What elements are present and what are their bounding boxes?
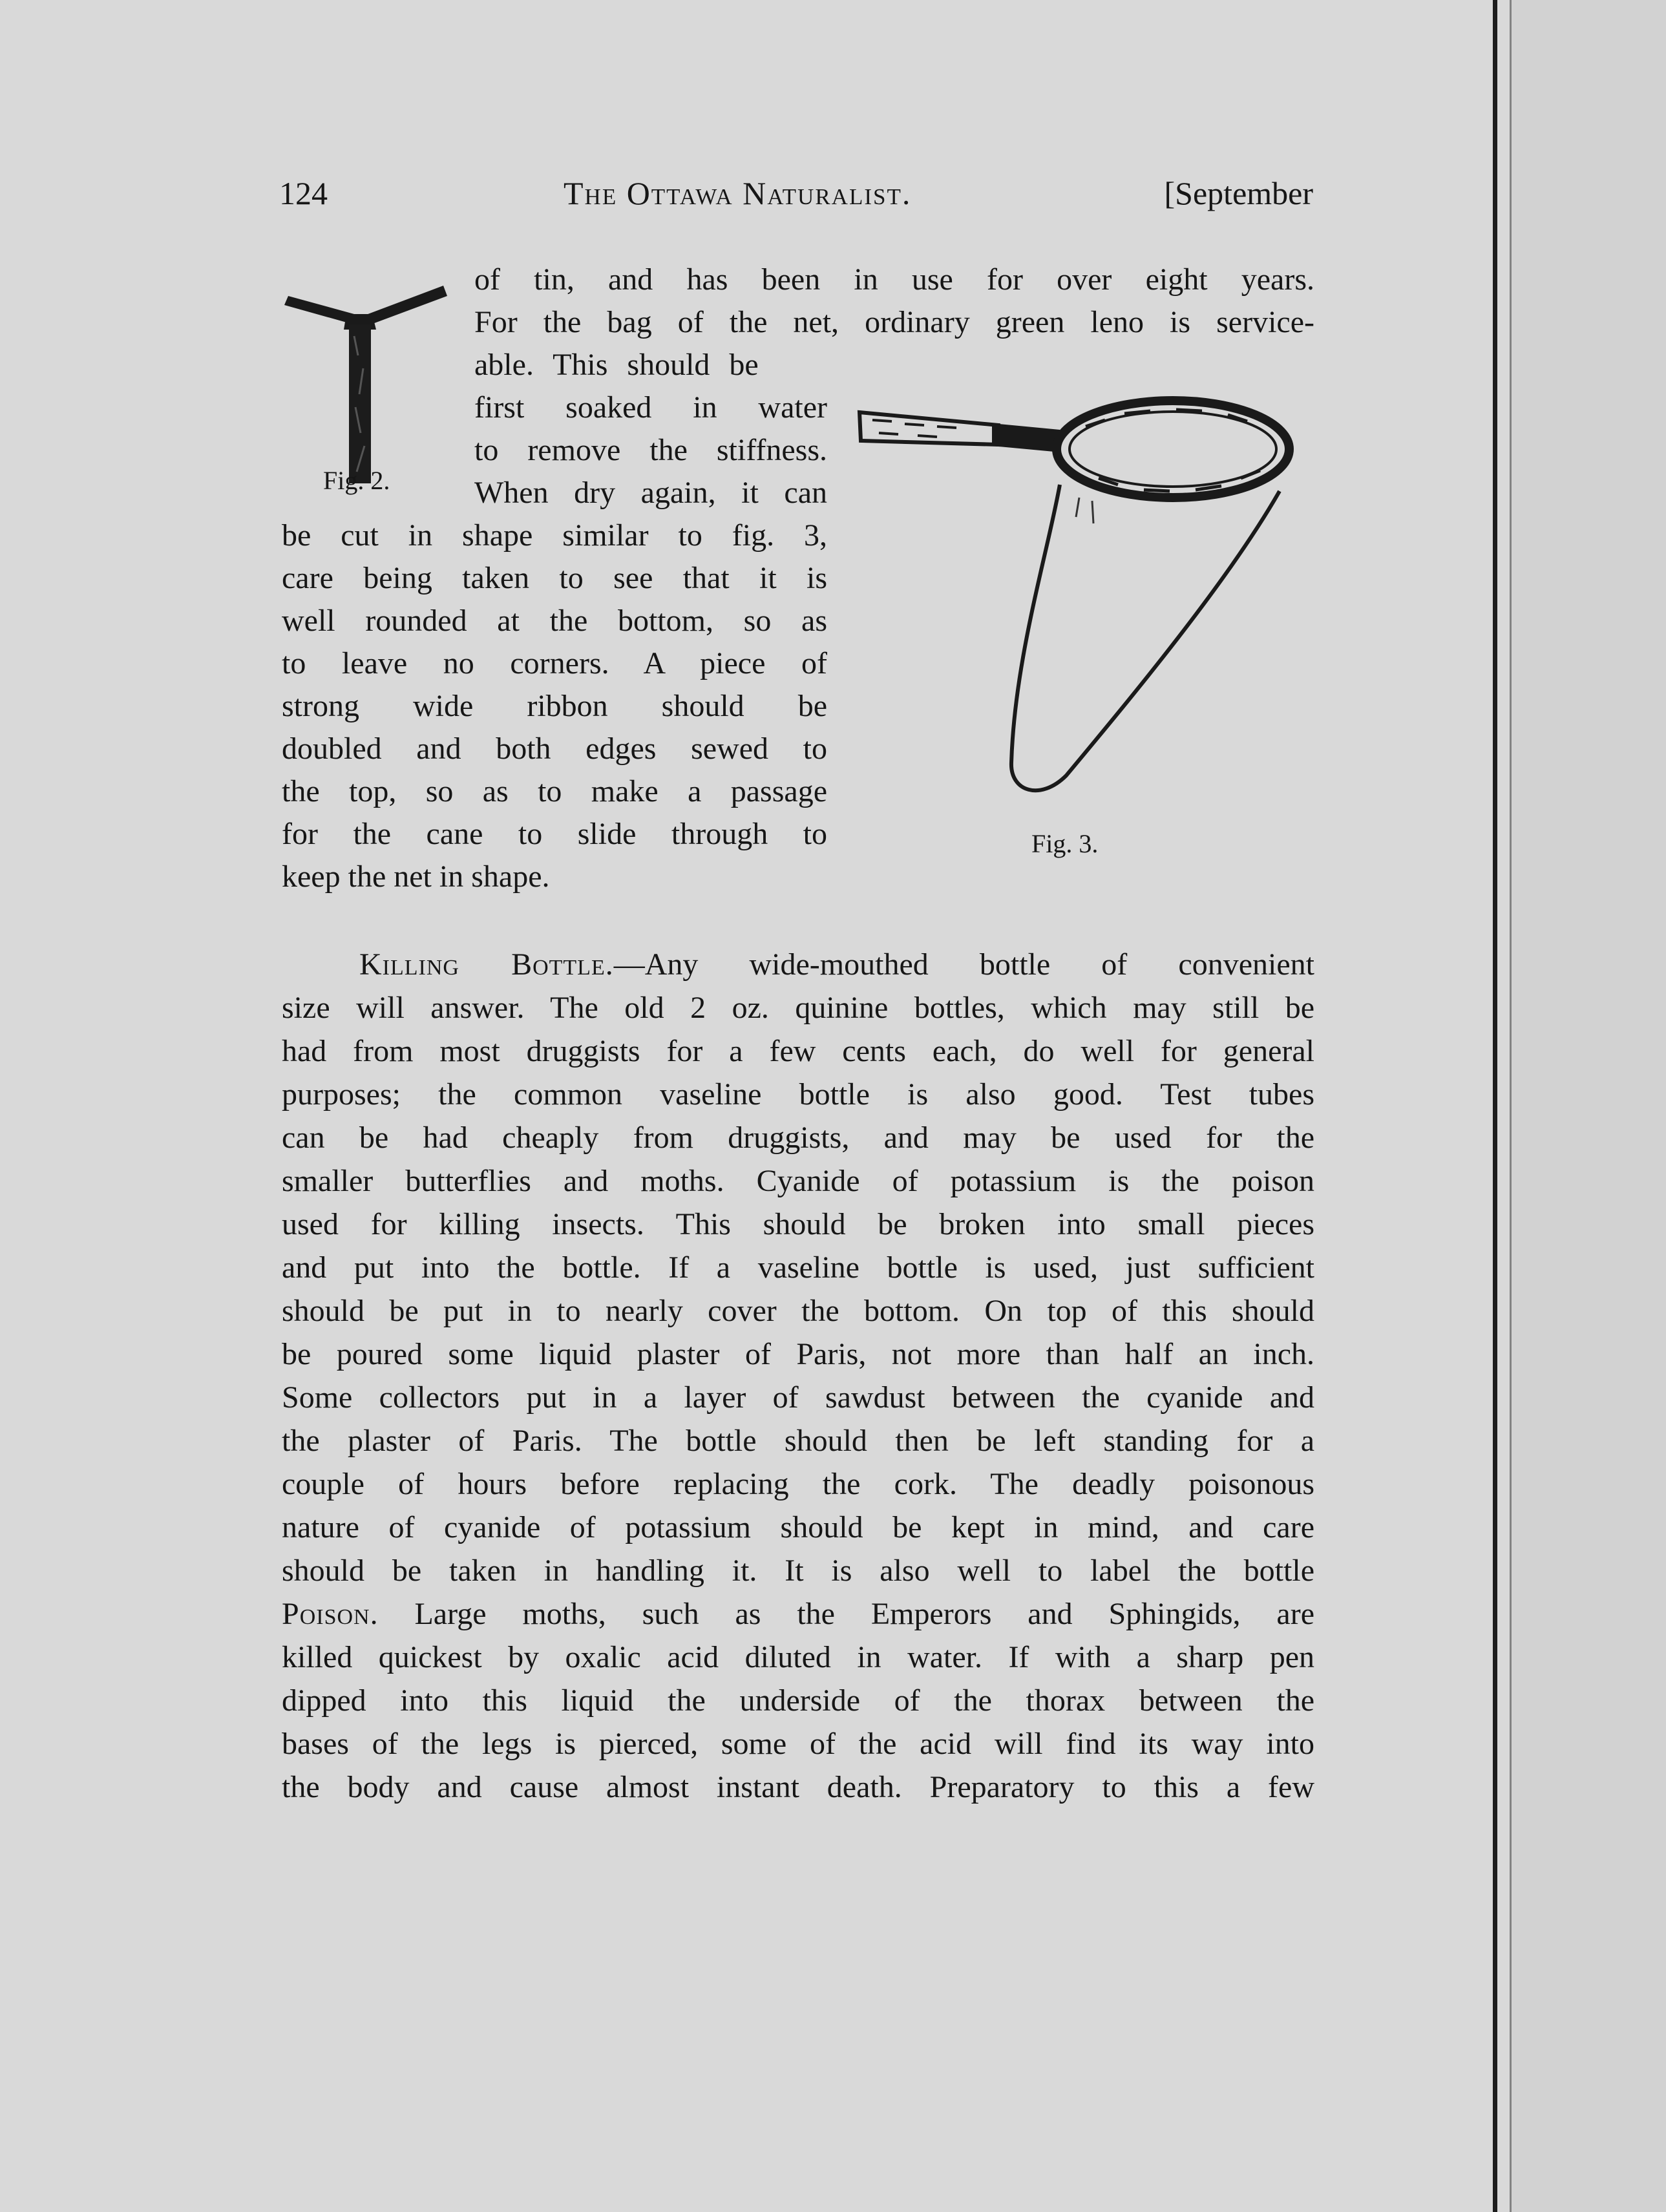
killing-bottle-line: used for killing insects. This should be broken into small pieces <box>282 1207 1314 1241</box>
killing-bottle-line: and put into the bottle. If a vaseline bottle is used, just sufficient <box>282 1250 1314 1285</box>
poison-line-text: Large moths, such as the Emperors and Sphingids, are <box>378 1597 1314 1631</box>
page-fold-line <box>1493 0 1497 2212</box>
killing-bottle-line: couple of hours before replacing the cork. The deadly poisonous <box>282 1467 1314 1501</box>
intro-line: for the cane to slide through to <box>282 817 827 851</box>
fig3-net-illustration <box>853 388 1318 814</box>
killing-bottle-line: had from most druggists for a few cents each, do well for general <box>282 1034 1314 1068</box>
header-month: [September <box>1164 175 1313 211</box>
killing-bottle-line: dipped into this liquid the underside of the thorax between the <box>282 1683 1314 1718</box>
page-number: 124 <box>279 175 328 211</box>
killing-bottle-line: the body and cause almost instant death. Preparatory to this a few <box>282 1770 1314 1804</box>
intro-line: care being taken to see that it is <box>282 561 827 595</box>
killing-bottle-line: should be put in to nearly cover the bottom. On top of this should <box>282 1294 1314 1328</box>
intro-line: to remove the stiffness. <box>474 433 827 467</box>
killing-bottle-line: size will answer. The old 2 oz. quinine bottles, which may still be <box>282 991 1314 1025</box>
killing-bottle-line: bases of the legs is pierced, some of the acid will find its way into <box>282 1727 1314 1761</box>
killing-bottle-line: killed quickest by oxalic acid diluted in water. If with a sharp pen <box>282 1640 1314 1674</box>
intro-line: the top, so as to make a passage <box>282 774 827 808</box>
page-gutter-shade <box>1512 0 1666 2212</box>
journal-title: The Ottawa Naturalist. <box>564 175 912 211</box>
intro-line: keep the net in shape. <box>282 859 550 894</box>
killing-bottle-line: can be had cheaply from druggists, and may be used for the <box>282 1121 1314 1155</box>
intro-line: able. This should be <box>474 348 759 382</box>
intro-line: strong wide ribbon should be <box>282 689 827 723</box>
killing-bottle-line: nature of cyanide of potassium should be kept in mind, and care <box>282 1510 1314 1544</box>
intro-line: to leave no corners. A piece of <box>282 646 827 680</box>
page-fold-line-secondary <box>1510 0 1512 2212</box>
killing-bottle-line: be poured some liquid plaster of Paris, not more than half an inch. <box>282 1337 1314 1371</box>
intro-line: When dry again, it can <box>474 476 827 510</box>
killing-bottle-poison-line <box>282 1593 1314 1636</box>
killing-bottle-first-line <box>359 943 1314 986</box>
killing-bottle-line: smaller butterflies and moths. Cyanide of potassium is the poison <box>282 1164 1314 1198</box>
intro-line: first soaked in water <box>474 390 827 425</box>
intro-line: doubled and both edges sewed to <box>282 732 827 766</box>
poison-label-word: Poison. <box>282 1597 379 1631</box>
killing-bottle-line: should be taken in handling it. It is also well to label the bottle <box>282 1554 1314 1588</box>
killing-bottle-line: purposes; the common vaseline bottle is also good. Test tubes <box>282 1077 1314 1111</box>
intro-line: well rounded at the bottom, so as <box>282 604 827 638</box>
intro-line: of tin, and has been in use for over eight years. <box>474 262 1314 297</box>
intro-line: be cut in shape similar to fig. 3, <box>282 518 827 553</box>
killing-bottle-first-line-text: —Any wide-mouthed bottle of convenient <box>613 947 1314 982</box>
fig2-caption: Fig. 2. <box>323 466 390 495</box>
intro-line: For the bag of the net, ordinary green leno is service- <box>474 305 1314 339</box>
running-header <box>279 174 1313 220</box>
fig3-caption: Fig. 3. <box>1031 829 1099 858</box>
killing-bottle-line: Some collectors put in a layer of sawdust between the cyanide and <box>282 1380 1314 1415</box>
killing-bottle-line: the plaster of Paris. The bottle should then be left standing for a <box>282 1424 1314 1458</box>
fig2-y-frame-illustration <box>282 278 450 485</box>
section-heading-killing-bottle: Killing Bottle. <box>359 947 614 982</box>
